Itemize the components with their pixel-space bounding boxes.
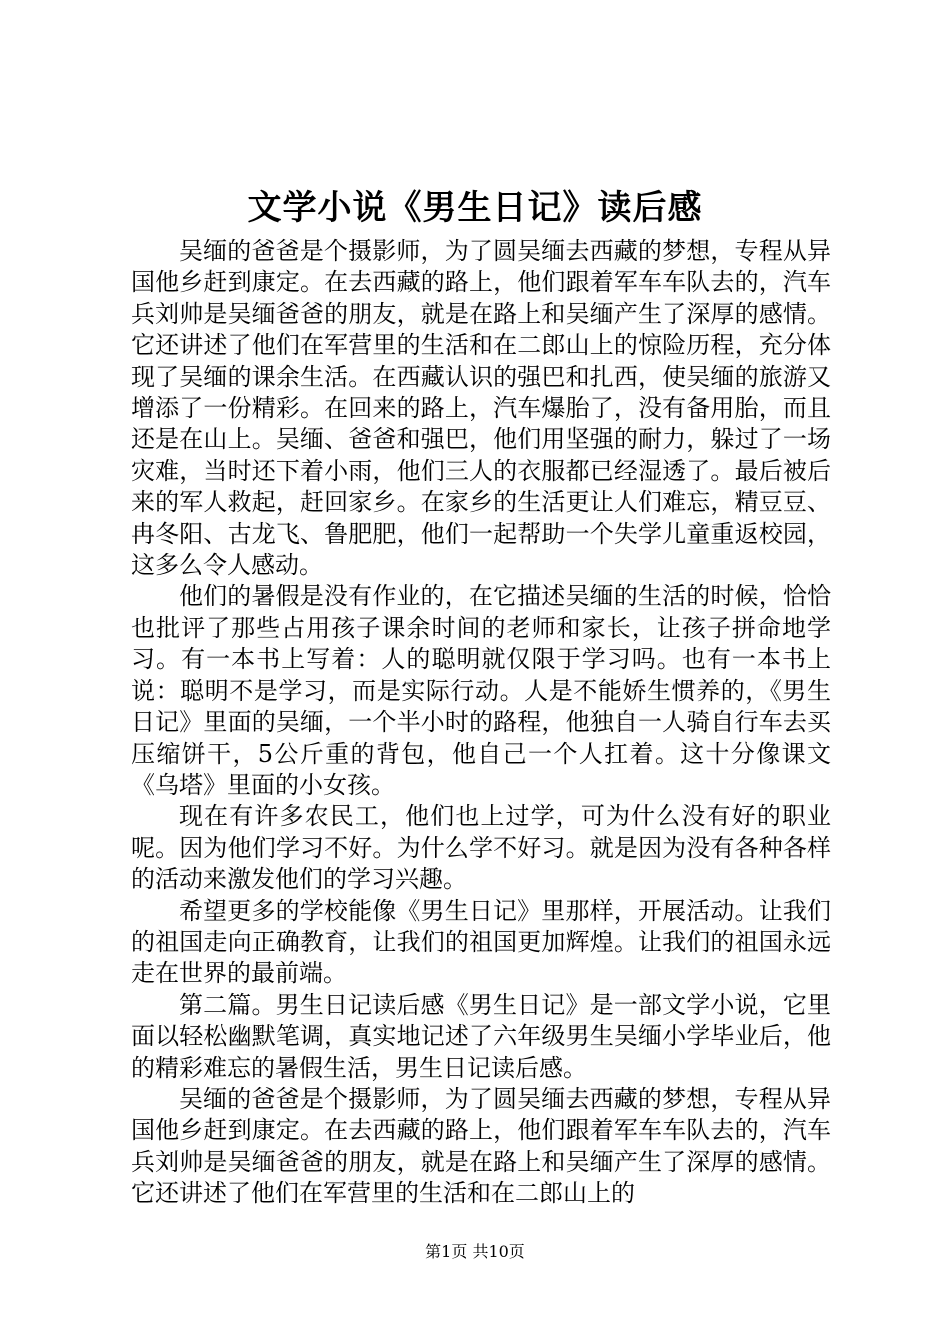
paragraph: 现在有许多农民工，他们也上过学，可为什么没有好的职业呢。因为他们学习不好。为什么学不好习。就是因为没有各种各样的活动来激发他们的学习兴趣。 [131, 802, 831, 894]
paragraph: 吴缅的爸爸是个摄影师，为了圆吴缅去西藏的梦想，专程从异国他乡赶到康定。在去西藏的路上，他们跟着军车车队去的，汽车兵刘帅是吴缅爸爸的朋友，就是在路上和吴缅产生了深厚的感情。它还讲述了他们在军营里的生活和在二郎山上的 [131, 1084, 831, 1208]
paragraph: 希望更多的学校能像《男生日记》里那样，开展活动。让我们的祖国走向正确教育，让我们的祖国更加辉煌。让我们的祖国永远走在世界的最前端。 [131, 896, 831, 988]
page-footer: 第1页 共10页 [425, 1242, 525, 1261]
paragraph: 第二篇。男生日记读后感《男生日记》是一部文学小说，它里面以轻松幽默笔调，真实地记述了六年级男生吴缅小学毕业后，他的精彩难忘的暑假生活，男生日记读后感。 [131, 990, 831, 1082]
paragraph: 吴缅的爸爸是个摄影师，为了圆吴缅去西藏的梦想，专程从异国他乡赶到康定。在去西藏的路上，他们跟着军车车队去的，汽车兵刘帅是吴缅爸爸的朋友，就是在路上和吴缅产生了深厚的感情。它还讲述了他们在军营里的生活和在二郎山上的惊险历程，充分体现了吴缅的课余生活。在西藏认识的强巴和扎西，使吴缅的旅游又增添了一份精彩。在回来的路上，汽车爆胎了，没有备用胎，而且还是在山上。吴缅、爸爸和强巴，他们用坚强的耐力，躲过了一场灾难，当时还下着小雨，他们三人的衣服都已经湿透了。最后被后来的军人救起，赶回家乡。在家乡的生活更让人们难忘，精豆豆、冉冬阳、古龙飞、鲁肥肥，他们一起帮助一个失学儿童重返校园，这多么令人感动。 [131, 237, 831, 580]
document-body [131, 236, 831, 1210]
paragraph: 他们的暑假是没有作业的，在它描述吴缅的生活的时候，恰恰也批评了那些占用孩子课余时间的老师和家长，让孩子拼命地学习。有一本书上写着：人的聪明就仅限于学习吗。也有一本书上说：聪明不是学习，而是实际行动。人是不能娇生惯养的，《男生日记》里面的吴缅，一个半小时的路程，他独自一人骑自行车去买压缩饼干，5公斤重的背包，他自己一个人扛着。这十分像课文《乌塔》里面的小女孩。 [131, 582, 831, 799]
document-title: 文学小说《男生日记》读后感 [247, 188, 703, 228]
